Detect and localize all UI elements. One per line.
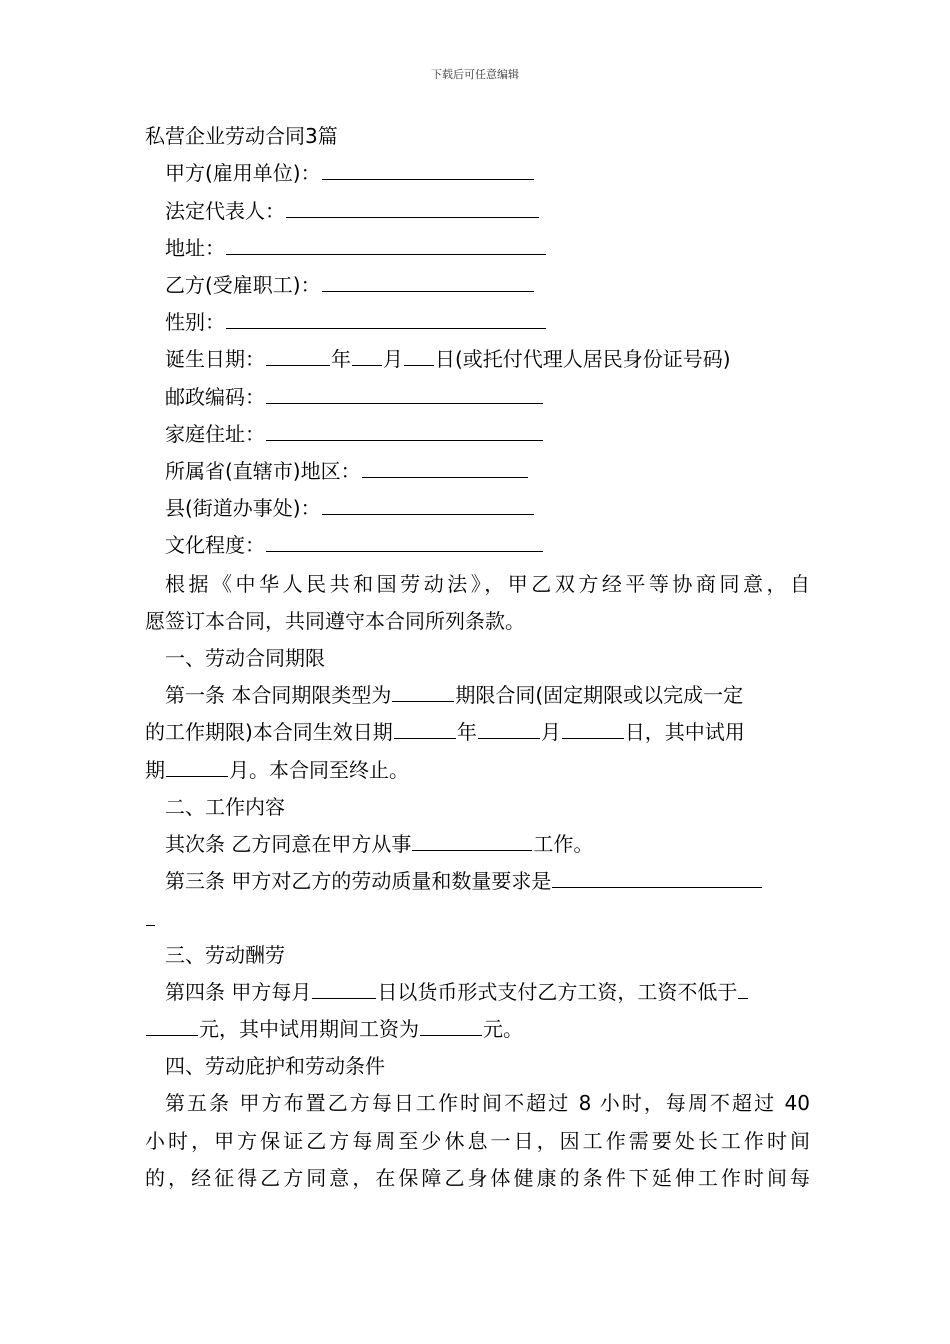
month-label: 月 bbox=[540, 720, 561, 744]
fill-blank[interactable] bbox=[352, 346, 382, 366]
field-legal-rep bbox=[165, 198, 810, 224]
fill-blank[interactable] bbox=[562, 719, 624, 739]
fill-blank[interactable] bbox=[738, 979, 748, 999]
article-text: 元，其中试用期间工资为 bbox=[199, 1017, 419, 1041]
field-party-b bbox=[165, 272, 810, 298]
fill-blank[interactable] bbox=[420, 1016, 482, 1036]
document-title: 私营企业劳动合同3篇 bbox=[145, 124, 338, 148]
article-5-line: 第五条 甲方布置乙方每日工作时间不超过 8 小时，每周不超过 40 bbox=[165, 1091, 810, 1115]
article-text: 期限合同(固定期限或以完成一定 bbox=[455, 683, 744, 707]
fill-blank[interactable] bbox=[322, 272, 534, 292]
fill-blank[interactable] bbox=[404, 346, 434, 366]
fill-blank[interactable] bbox=[266, 384, 543, 404]
field-home-address bbox=[165, 421, 810, 447]
field-label: 县(街道办事处)： bbox=[165, 496, 321, 520]
fill-blank[interactable] bbox=[146, 1016, 198, 1036]
article-text: 的工作期限)本合同生效日期 bbox=[145, 720, 393, 744]
fill-blank[interactable] bbox=[412, 831, 532, 851]
article-4-line bbox=[145, 1016, 810, 1042]
field-label: 所属省(直辖市)地区： bbox=[165, 459, 361, 483]
fill-blank[interactable] bbox=[394, 719, 456, 739]
field-birth-date bbox=[165, 346, 810, 372]
article-text: 日，其中试用 bbox=[624, 720, 745, 744]
field-label: 甲方(雇用单位)： bbox=[165, 161, 321, 185]
fill-blank[interactable] bbox=[312, 979, 376, 999]
fill-blank[interactable] bbox=[166, 757, 228, 777]
field-label: 性别： bbox=[165, 310, 225, 334]
fill-blank[interactable] bbox=[266, 346, 330, 366]
article-1-line bbox=[145, 757, 810, 783]
article-2-line bbox=[165, 831, 810, 857]
fill-blank[interactable] bbox=[286, 198, 539, 218]
fill-blank[interactable] bbox=[392, 682, 454, 702]
fill-blank[interactable] bbox=[552, 868, 762, 888]
fill-blank[interactable] bbox=[362, 458, 528, 478]
article-text: 月。本合同至终止。 bbox=[229, 758, 409, 782]
section-heading: 四、劳动庇护和劳动条件 bbox=[165, 1054, 385, 1078]
article-text: 期 bbox=[145, 758, 165, 782]
article-text: 第三条 甲方对乙方的劳动质量和数量要求是 bbox=[165, 869, 552, 893]
fill-blank[interactable] bbox=[322, 495, 534, 515]
intro-paragraph-line: 愿签订本合同，共同遵守本合同所列条款。 bbox=[145, 609, 525, 633]
field-label: 文化程度： bbox=[165, 533, 265, 557]
field-party-a bbox=[165, 160, 810, 186]
field-label: 诞生日期： bbox=[165, 347, 265, 371]
section-heading: 三、劳动酬劳 bbox=[165, 943, 285, 967]
fill-blank[interactable] bbox=[322, 160, 534, 180]
fill-blank[interactable] bbox=[226, 309, 546, 329]
article-3-line bbox=[165, 868, 810, 894]
section-heading: 一、劳动合同期限 bbox=[165, 646, 325, 670]
article-text: 日以货币形式支付乙方工资，工资不低于 bbox=[377, 980, 738, 1004]
article-5-line: 的，经征得乙方同意，在保障乙身体健康的条件下延伸工作时间每 bbox=[145, 1166, 810, 1190]
article-text: 第四条 甲方每月 bbox=[165, 980, 312, 1004]
fill-blank[interactable] bbox=[266, 421, 543, 441]
article-text: 元。 bbox=[483, 1017, 523, 1041]
article-text: 第一条 本合同期限类型为 bbox=[165, 683, 392, 707]
fill-blank[interactable] bbox=[146, 906, 155, 926]
fill-blank[interactable] bbox=[478, 719, 540, 739]
field-label: 法定代表人： bbox=[165, 199, 285, 223]
field-address bbox=[165, 235, 810, 261]
article-3-line-continued bbox=[145, 906, 810, 932]
field-education bbox=[165, 532, 810, 558]
section-heading: 二、工作内容 bbox=[165, 795, 285, 819]
field-label: 乙方(受雇职工)： bbox=[165, 273, 321, 297]
field-province bbox=[165, 458, 810, 484]
field-gender bbox=[165, 309, 810, 335]
field-label: 家庭住址： bbox=[165, 422, 265, 446]
intro-paragraph-line: 根据《中华人民共和国劳动法》，甲乙双方经平等协商同意，自 bbox=[165, 572, 810, 596]
article-1-line bbox=[165, 682, 810, 708]
page-header: 下载后可任意编辑 bbox=[431, 68, 519, 81]
field-label: 地址： bbox=[165, 236, 225, 260]
article-text: 其次条 乙方同意在甲方从事 bbox=[165, 832, 412, 856]
year-label: 年 bbox=[456, 720, 477, 744]
article-4-line bbox=[165, 979, 810, 1005]
fill-blank[interactable] bbox=[266, 532, 543, 552]
month-label: 月 bbox=[383, 347, 403, 371]
year-label: 年 bbox=[331, 347, 351, 371]
field-county bbox=[165, 495, 810, 521]
field-label: 邮政编码： bbox=[165, 385, 265, 409]
field-postal-code bbox=[165, 384, 810, 410]
day-note: 日(或托付代理人居民身份证号码) bbox=[435, 347, 731, 371]
article-1-line bbox=[145, 719, 810, 745]
article-text: 工作。 bbox=[533, 832, 594, 856]
article-5-line: 小时，甲方保证乙方每周至少休息一日，因工作需要处长工作时间 bbox=[145, 1129, 810, 1153]
fill-blank[interactable] bbox=[226, 235, 546, 255]
